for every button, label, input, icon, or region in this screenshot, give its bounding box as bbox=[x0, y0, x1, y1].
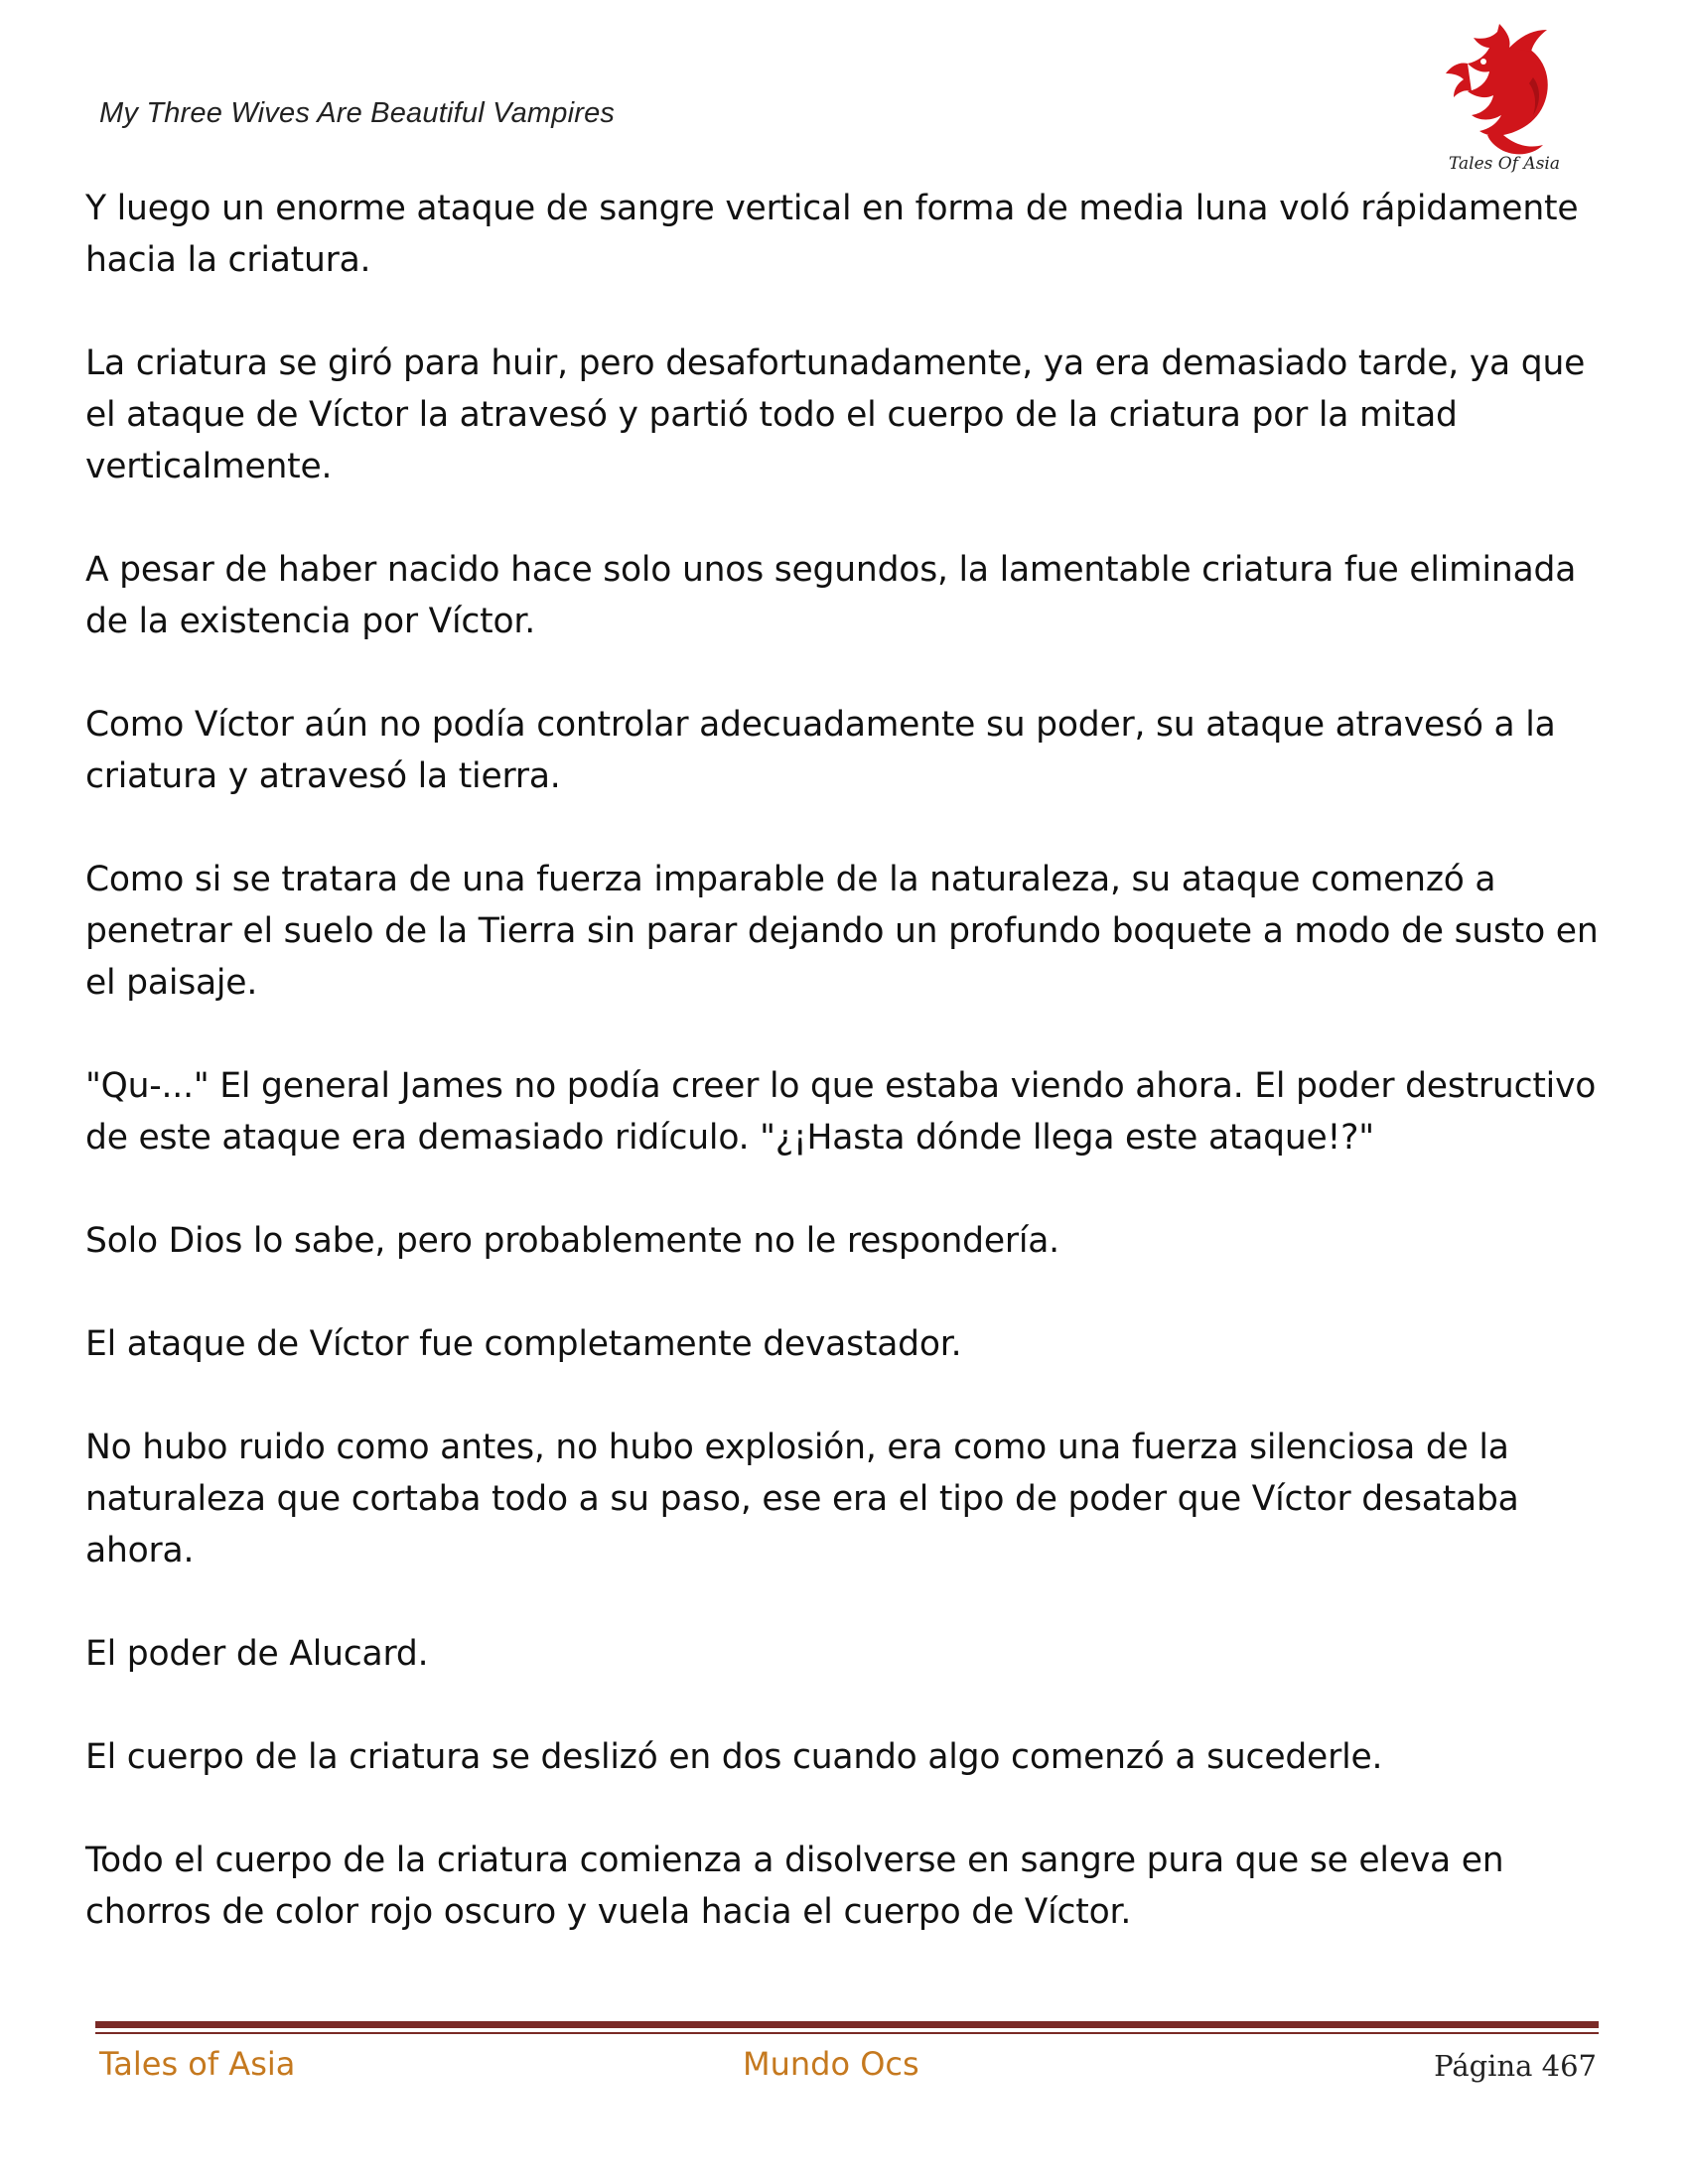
paragraph: El ataque de Víctor fue completamente devastador. bbox=[85, 1324, 962, 1364]
logo-wordmark: Tales Of Asia bbox=[1449, 154, 1560, 174]
paragraph: El poder de Alucard. bbox=[85, 1634, 429, 1674]
paragraph: El cuerpo de la criatura se deslizó en dos cuando algo comenzó a sucederle. bbox=[85, 1737, 1383, 1777]
dragon-logo-icon bbox=[1438, 18, 1567, 177]
footer-divider-thick bbox=[95, 2021, 1599, 2028]
header-book-title: My Three Wives Are Beautiful Vampires bbox=[99, 97, 616, 129]
paragraph: "Qu-..." El general James no podía creer lo que estaba viendo ahora. El poder destructivo de este ataque era demasiado ridículo. "¿¡Hasta dónde llega este ataque!?" bbox=[85, 1066, 1597, 1158]
paragraph: La criatura se giró para huir, pero desafortunadamente, ya era demasiado tarde, ya que el ataque de Víctor la atravesó y partió todo el cuerpo de la criatura por la mitad verticalmente. bbox=[85, 343, 1586, 486]
paragraph: Y luego un enorme ataque de sangre vertical en forma de media luna voló rápidamente hacia la criatura. bbox=[85, 189, 1579, 280]
paragraph: Como si se tratara de una fuerza imparable de la naturaleza, su ataque comenzó a penetrar el suelo de la Tierra sin parar dejando un profundo boquete a modo de susto en el paisaje. bbox=[85, 860, 1599, 1003]
footer-publisher: Tales of Asia bbox=[99, 2045, 296, 2083]
footer-section: Mundo Ocs bbox=[743, 2045, 919, 2083]
chapter-body bbox=[85, 183, 1615, 1989]
paragraph: Como Víctor aún no podía controlar adecuadamente su poder, su ataque atravesó a la criatura y atravesó la tierra. bbox=[85, 705, 1556, 796]
paragraph: No hubo ruido como antes, no hubo explosión, era como una fuerza silenciosa de la naturaleza que cortaba todo a su paso, ese era el tipo de poder que Víctor desataba ahora. bbox=[85, 1428, 1519, 1570]
paragraph: A pesar de haber nacido hace solo unos segundos, la lamentable criatura fue eliminada de la existencia por Víctor. bbox=[85, 550, 1577, 641]
page-number: Página 467 bbox=[1434, 2049, 1597, 2083]
paragraph: Todo el cuerpo de la criatura comienza a disolverse en sangre pura que se eleva en chorros de color rojo oscuro y vuela hacia el cuerpo de Víctor. bbox=[85, 1841, 1504, 1932]
footer-divider-thin bbox=[95, 2032, 1599, 2034]
paragraph: Solo Dios lo sabe, pero probablemente no le respondería. bbox=[85, 1221, 1059, 1261]
